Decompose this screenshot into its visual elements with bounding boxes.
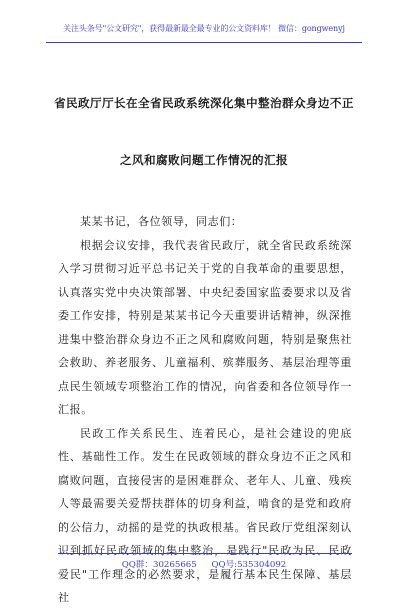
document-title-line-2: 之风和腐败问题工作情况的汇报 [120,153,288,167]
document-title-line-1: 省民政厅厅长在全省民政系统深化集中整治群众身边不正 [54,96,354,110]
footer-qq-number: QQ号:535304092 [211,560,287,570]
page-footer [0,558,408,570]
footer-qq-group: QQ群：30265665 [121,560,197,570]
header-divider [46,42,362,43]
paragraph-1: 根据会议安排，我代表省民政厅，就全省民政系统深入学习贯彻习近平总书记关于党的自我革命的重要思想，认真落实党中央决策部署、中央纪委国家监委要求以及省委工作安排，特别是某某书记今天重要讲话精神，纵深推进集中整治群众身边不正之风和腐败问题，特别是聚焦社会救助、养老服务、儿童福利、殡葬服务、基层治理等重点民生领域专项整治工作的情况，向省委和各位领导作一汇报。 [58,238,352,416]
paragraph-2: 民政工作关系民生、连着民心，是社会建设的兜底性、基础性工作。发生在民政领域的群众身边不正之风和腐败问题，直接侵害的是困难群众、老年人、儿童、残疾人等最需要关爱帮扶群体的切身利益，啃食的是党和政府的公信力，动摇的是党的执政根基。省民政厅党组深刻认识到抓好民政领域的集中整治，是践行"民政为民、民政爱民"工作理念的必然要求，是履行基本民生保障、基层社 [58,426,352,604]
document-body [58,210,352,610]
footer-divider [58,553,352,554]
page-header-banner: 关注头条号"公文研究"，获得最新最全最专业的公文资料库！ 微信：gongwenyj [63,24,345,33]
salutation: 某某书记，各位领导，同志们： [80,215,243,228]
